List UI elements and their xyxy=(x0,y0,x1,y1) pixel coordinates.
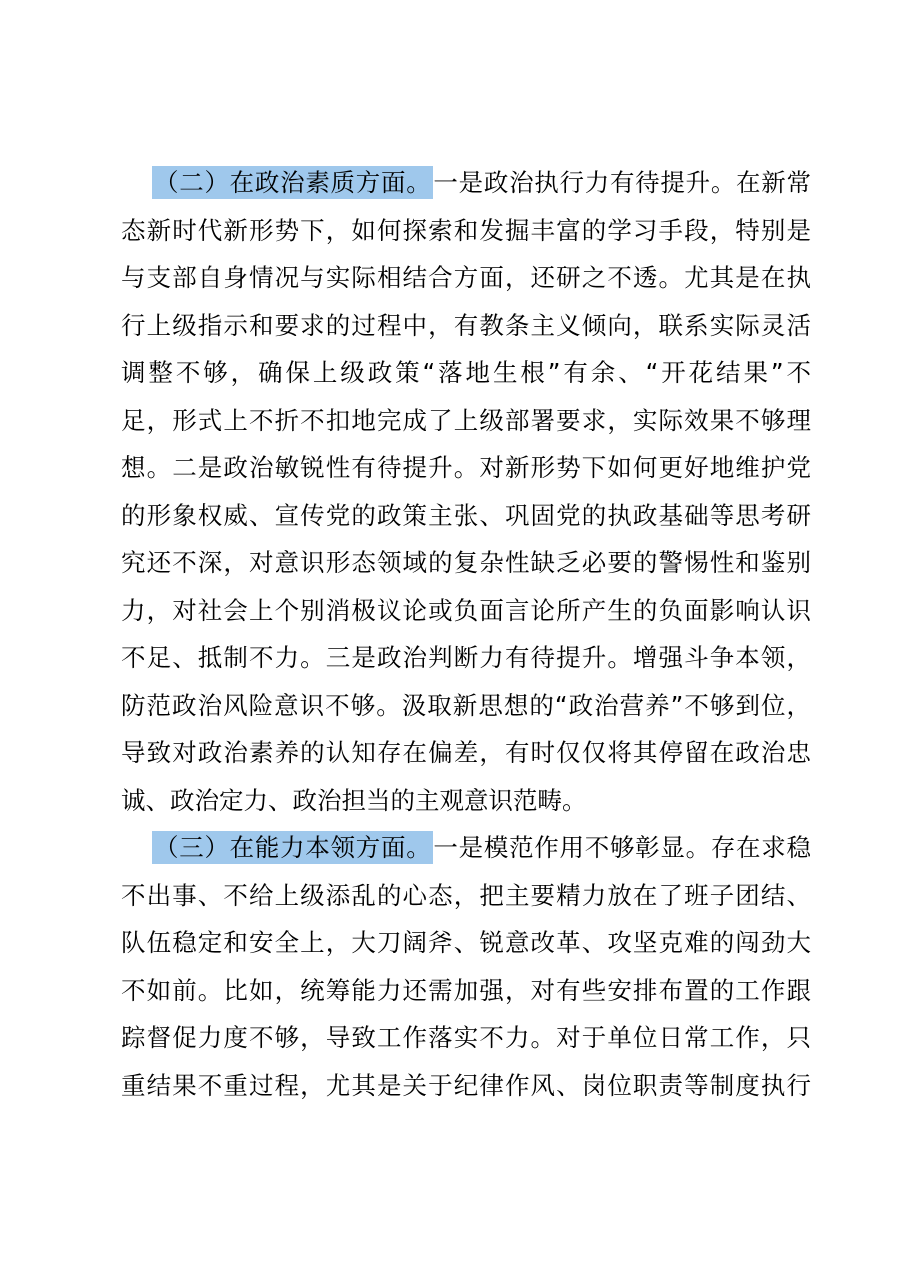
paragraph-line: 队伍稳定和安全上，大刀阔斧、锐意改革、攻坚克难的闯劲大 xyxy=(121,928,811,957)
paragraph-line: 踪督促力度不够，导致工作落实不力。对于单位日常工作，只 xyxy=(121,1023,811,1052)
paragraph-text: 一是模范作用不够彰显。存在求稳 xyxy=(433,833,812,862)
paragraph-line: 导致对政治素养的认知存在偏差，有时仅仅将其停留在政治忠 xyxy=(121,738,811,767)
paragraph-line: 防范政治风险意识不够。汲取新思想的“政治营养”不够到位， xyxy=(121,690,811,720)
paragraph-line: 不如前。比如，统筹能力还需加强，对有些安排布置的工作跟 xyxy=(121,975,811,1005)
paragraph-line xyxy=(152,163,811,203)
paragraph-line: 力，对社会上个别消极议论或负面言论所产生的负面影响认识 xyxy=(121,595,811,625)
paragraph-line: 不出事、不给上级添乱的心态，把主要精力放在了班子团结、 xyxy=(121,880,811,910)
paragraph-line xyxy=(152,828,811,868)
section-heading-political-quality: （二）在政治素质方面。 xyxy=(154,168,432,197)
paragraph-line: 不足、抵制不力。三是政治判断力有待提升。增强斗争本领， xyxy=(121,643,811,672)
paragraph-line: 与支部自身情况与实际相结合方面，还研之不透。尤其是在执 xyxy=(121,263,811,292)
paragraph-line: 调整不够，确保上级政策“落地生根”有余、“开花结果”不 xyxy=(121,358,811,387)
section-heading-ability: （三）在能力本领方面。 xyxy=(154,833,432,862)
paragraph-line: 的形象权威、宣传党的政策主张、巩固党的执政基础等思考研 xyxy=(121,500,811,530)
paragraph-line: 诚、政治定力、政治担当的主观意识范畴。 xyxy=(121,785,587,815)
paragraph-line: 想。二是政治敏锐性有待提升。对新形势下如何更好地维护党 xyxy=(121,453,811,482)
paragraph-line: 重结果不重过程，尤其是关于纪律作风、岗位职责等制度执行 xyxy=(121,1070,811,1100)
paragraph-line: 足，形式上不折不扣地完成了上级部署要求，实际效果不够理 xyxy=(121,405,811,435)
paragraph-text: 一是政治执行力有待提升。在新常 xyxy=(433,168,812,197)
paragraph-line: 行上级指示和要求的过程中，有教条主义倾向，联系实际灵活 xyxy=(121,310,811,340)
paragraph-line: 究还不深，对意识形态领域的复杂性缺乏必要的警惕性和鉴别 xyxy=(121,548,811,577)
paragraph-line: 态新时代新形势下，如何探索和发掘丰富的学习手段，特别是 xyxy=(121,215,811,245)
